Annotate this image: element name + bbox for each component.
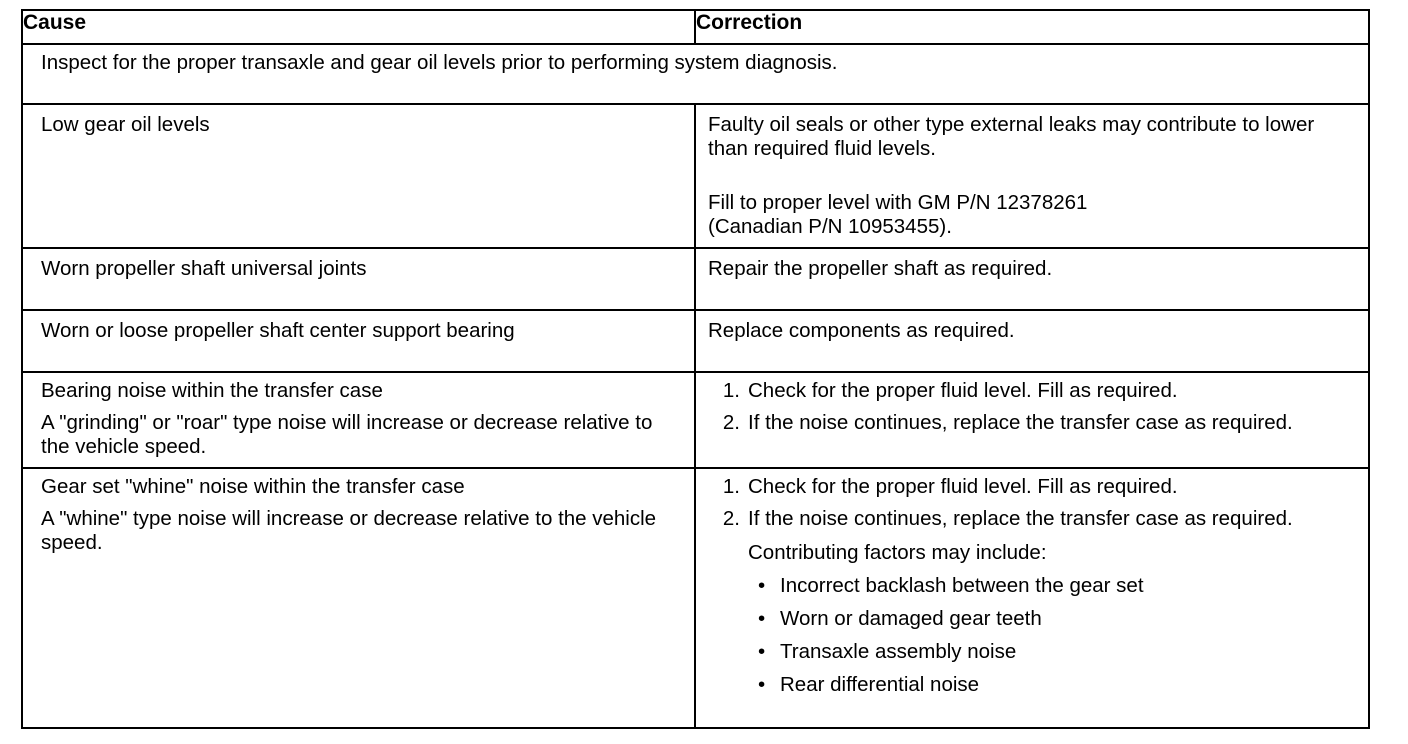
cause-detail-text: A "grinding" or "roar" type noise will increase or decrease relative to the vehicle speed.	[41, 411, 653, 458]
header-correction: Correction	[695, 10, 1369, 44]
table-row	[22, 248, 1369, 310]
bullet-icon: •	[758, 607, 766, 630]
table-row	[22, 468, 1369, 728]
header-cause: Cause	[22, 10, 695, 44]
step-text: If the noise continues, replace the transfer case as required.	[748, 507, 1293, 530]
bullet-icon: •	[758, 574, 766, 597]
cause-cell	[22, 104, 695, 248]
diagnosis-table	[21, 9, 1370, 729]
factor-item	[758, 673, 1356, 697]
intro-cell	[22, 44, 1369, 104]
step-text: Check for the proper fluid level. Fill as required.	[748, 379, 1178, 402]
correction-cell	[695, 104, 1369, 248]
intro-row	[22, 44, 1369, 104]
step-item	[696, 411, 1356, 435]
correction-cell	[695, 468, 1369, 728]
table-row	[22, 104, 1369, 248]
step-text: If the noise continues, replace the transfer case as required.	[748, 411, 1293, 434]
step-text: Check for the proper fluid level. Fill as required.	[748, 475, 1178, 498]
intro-text: Inspect for the proper transaxle and gear oil levels prior to performing system diagnosis.	[41, 51, 838, 74]
cause-text: Bearing noise within the transfer case	[41, 379, 383, 402]
correction-text: Repair the propeller shaft as required.	[708, 257, 1053, 280]
cause-text: Low gear oil levels	[41, 113, 210, 136]
factor-text: Worn or damaged gear teeth	[780, 607, 1042, 630]
factor-item	[758, 640, 1356, 664]
factor-text: Transaxle assembly noise	[780, 640, 1017, 663]
cause-cell	[22, 248, 695, 310]
cause-cell	[22, 310, 695, 372]
table-row	[22, 372, 1369, 468]
factor-item	[758, 607, 1356, 631]
correction-cell	[695, 372, 1369, 468]
factor-text: Incorrect backlash between the gear set	[780, 574, 1144, 597]
step-number: 2.	[722, 411, 740, 434]
cause-text: Worn propeller shaft universal joints	[41, 257, 367, 280]
factor-text: Rear differential noise	[780, 673, 980, 696]
header-row	[22, 10, 1369, 44]
cause-cell	[22, 468, 695, 728]
cause-cell	[22, 372, 695, 468]
step-item	[696, 475, 1356, 499]
correction-text: Fill to proper level with GM P/N 12378261 (Canadian P/N 10953455).	[708, 191, 1088, 238]
step-number: 1.	[722, 379, 740, 402]
correction-text: Replace components as required.	[708, 319, 1015, 342]
step-item	[696, 379, 1356, 403]
cause-text: Gear set "whine" noise within the transfer case	[41, 475, 465, 498]
correction-cell	[695, 248, 1369, 310]
step-number: 2.	[722, 507, 740, 530]
correction-text: Faulty oil seals or other type external leaks may contribute to lower than required fluid levels.	[708, 113, 1315, 160]
step-number: 1.	[722, 475, 740, 498]
cause-detail-text: A "whine" type noise will increase or decrease relative to the vehicle speed.	[41, 507, 657, 554]
contributing-factors	[748, 541, 1356, 697]
step-item	[696, 507, 1356, 531]
bullet-icon: •	[758, 640, 766, 663]
correction-cell	[695, 310, 1369, 372]
factor-item	[758, 574, 1356, 598]
bullet-icon: •	[758, 673, 766, 696]
table-row	[22, 310, 1369, 372]
factors-intro: Contributing factors may include:	[748, 541, 1047, 564]
cause-text: Worn or loose propeller shaft center support bearing	[41, 319, 515, 342]
